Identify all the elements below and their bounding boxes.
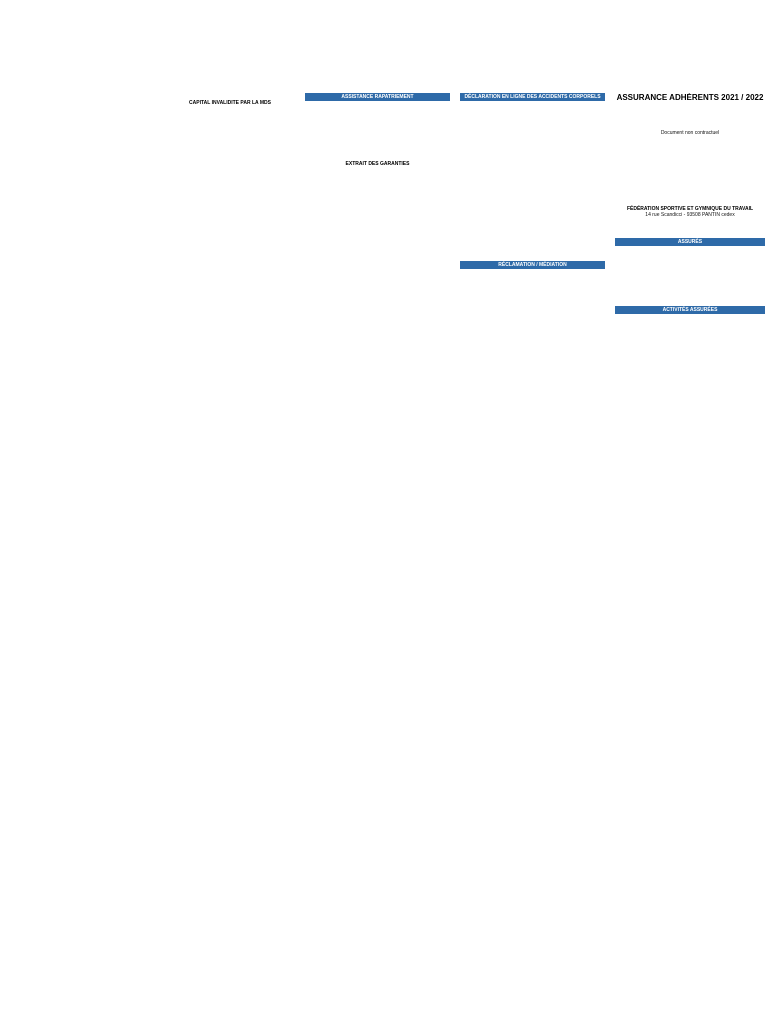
fed-address: 14 rue Scandicci - 93508 PANTIN cedex — [645, 212, 735, 218]
col-sub: EXTRAIT DES GARANTIES — [345, 161, 410, 167]
doc-note: Document non contractuel — [660, 130, 720, 136]
col-assistance — [305, 93, 450, 913]
col-title: DÉCLARATION EN LIGNE DES ACCIDENTS CORPORELS — [460, 93, 605, 101]
assures-title: ASSURÉS — [615, 238, 765, 246]
col-declaration — [460, 93, 605, 913]
col-adherents — [615, 93, 765, 913]
col-title: ASSURANCE ADHÉRENTS 2021 / 2022 — [616, 93, 764, 102]
activites-title: ACTIVITÉS ASSURÉES — [615, 306, 765, 314]
col-sub: RÉCLAMATION / MÉDIATION — [460, 261, 605, 269]
fed-name: FÉDÉRATION SPORTIVE ET GYMNIQUE DU TRAVAIL — [626, 206, 754, 212]
col-title: ASSISTANCE RAPATRIEMENT — [305, 93, 450, 101]
col-capital — [170, 100, 290, 860]
col-title: CAPITAL INVALIDITÉ PAR LA MDS — [189, 100, 271, 106]
